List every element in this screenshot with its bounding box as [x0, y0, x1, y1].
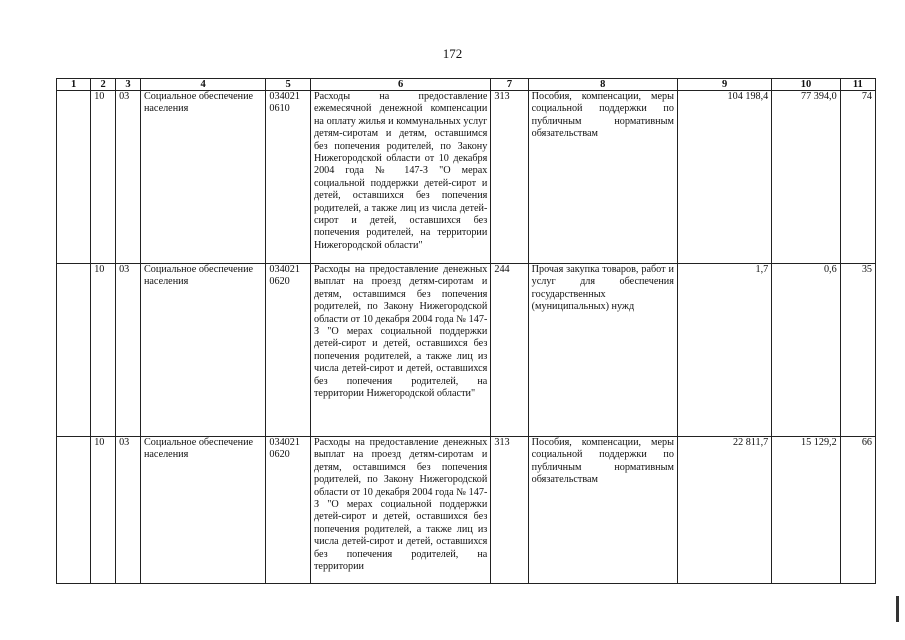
cell-plan: 104 198,4 [677, 91, 771, 264]
cell-subsection: 03 [116, 437, 141, 584]
cell-description: Расходы на предоставление денежных выплат на проезд детям-сиротам и детям, оставшимся без попечения родителей, по Закону Нижегородской области от 10 декабря 2004 года № 147-З "О мерах социальной поддержки детей-сирот и детей, оставшихся без попечения родителей, а также лиц из числа детей-сирот и детей, оставшихся без попечения родителей, на территории Нижегородской области" [310, 264, 490, 437]
cell-section-name: Социальное обеспечение населения [140, 437, 265, 584]
cell-section: 10 [91, 264, 116, 437]
table-row [57, 437, 876, 584]
cell-plan: 1,7 [677, 264, 771, 437]
cell-percent: 35 [840, 264, 875, 437]
cell-actual: 15 129,2 [772, 437, 840, 584]
cell-description: Расходы на предоставление ежемесячной денежной компенсации на оплату жилья и коммунальных услуг детям-сиротам и детям, оставшимся без попечения родителей, по Закону Нижегородской области от 10 декабря 2004 года № 147-З "О мерах социальной поддержки детей-сирот и детей, оставшихся без попечения родителей, а также лиц из числа детей-сирот и детей, оставшихся без попечения родителей, на территории Нижегородской области" [310, 91, 490, 264]
cell-section-name: Социальное обеспечение населения [140, 91, 265, 264]
cell-actual: 0,6 [772, 264, 840, 437]
col-header-6: 6 [310, 79, 490, 91]
col-header-9: 9 [677, 79, 771, 91]
cell-col1 [57, 437, 91, 584]
col-header-3: 3 [116, 79, 141, 91]
cell-subsection: 03 [116, 91, 141, 264]
cell-expense-type: Пособия, компенсации, меры социальной поддержки по публичным нормативным обязательствам [528, 91, 677, 264]
col-header-8: 8 [528, 79, 677, 91]
col-header-1: 1 [57, 79, 91, 91]
cell-expense-code: 313 [491, 437, 528, 584]
cell-expense-type: Пособия, компенсации, меры социальной поддержки по публичным нормативным обязательствам [528, 437, 677, 584]
col-header-4: 4 [140, 79, 265, 91]
col-header-7: 7 [491, 79, 528, 91]
cell-expense-code: 244 [491, 264, 528, 437]
col-header-2: 2 [91, 79, 116, 91]
table-row [57, 264, 876, 437]
cell-subsection: 03 [116, 264, 141, 437]
cell-target-code: 034021 0620 [266, 264, 311, 437]
col-header-5: 5 [266, 79, 311, 91]
table-row [57, 91, 876, 264]
cell-section-name: Социальное обеспечение населения [140, 264, 265, 437]
cell-col1 [57, 91, 91, 264]
scan-edge-mark [896, 596, 899, 622]
cell-target-code: 034021 0620 [266, 437, 311, 584]
cell-percent: 74 [840, 91, 875, 264]
cell-percent: 66 [840, 437, 875, 584]
cell-description: Расходы на предоставление денежных выплат на проезд детям-сиротам и детям, оставшимся без попечения родителей, по Закону Нижегородской области от 10 декабря 2004 года № 147-З "О мерах социальной поддержки детей-сирот и детей, оставшихся без попечения родителей, а также лиц из числа детей-сирот и детей, оставшихся без попечения родителей, на территории [310, 437, 490, 584]
cell-expense-code: 313 [491, 91, 528, 264]
budget-table [56, 78, 876, 584]
page-number: 172 [442, 46, 463, 61]
cell-col1 [57, 264, 91, 437]
cell-section: 10 [91, 437, 116, 584]
header-row [57, 79, 876, 91]
cell-section: 10 [91, 91, 116, 264]
col-header-10: 10 [772, 79, 840, 91]
cell-plan: 22 811,7 [677, 437, 771, 584]
cell-actual: 77 394,0 [772, 91, 840, 264]
cell-target-code: 034021 0610 [266, 91, 311, 264]
col-header-11: 11 [840, 79, 875, 91]
cell-expense-type: Прочая закупка товаров, работ и услуг для обеспечения государственных (муниципальных) нужд [528, 264, 677, 437]
